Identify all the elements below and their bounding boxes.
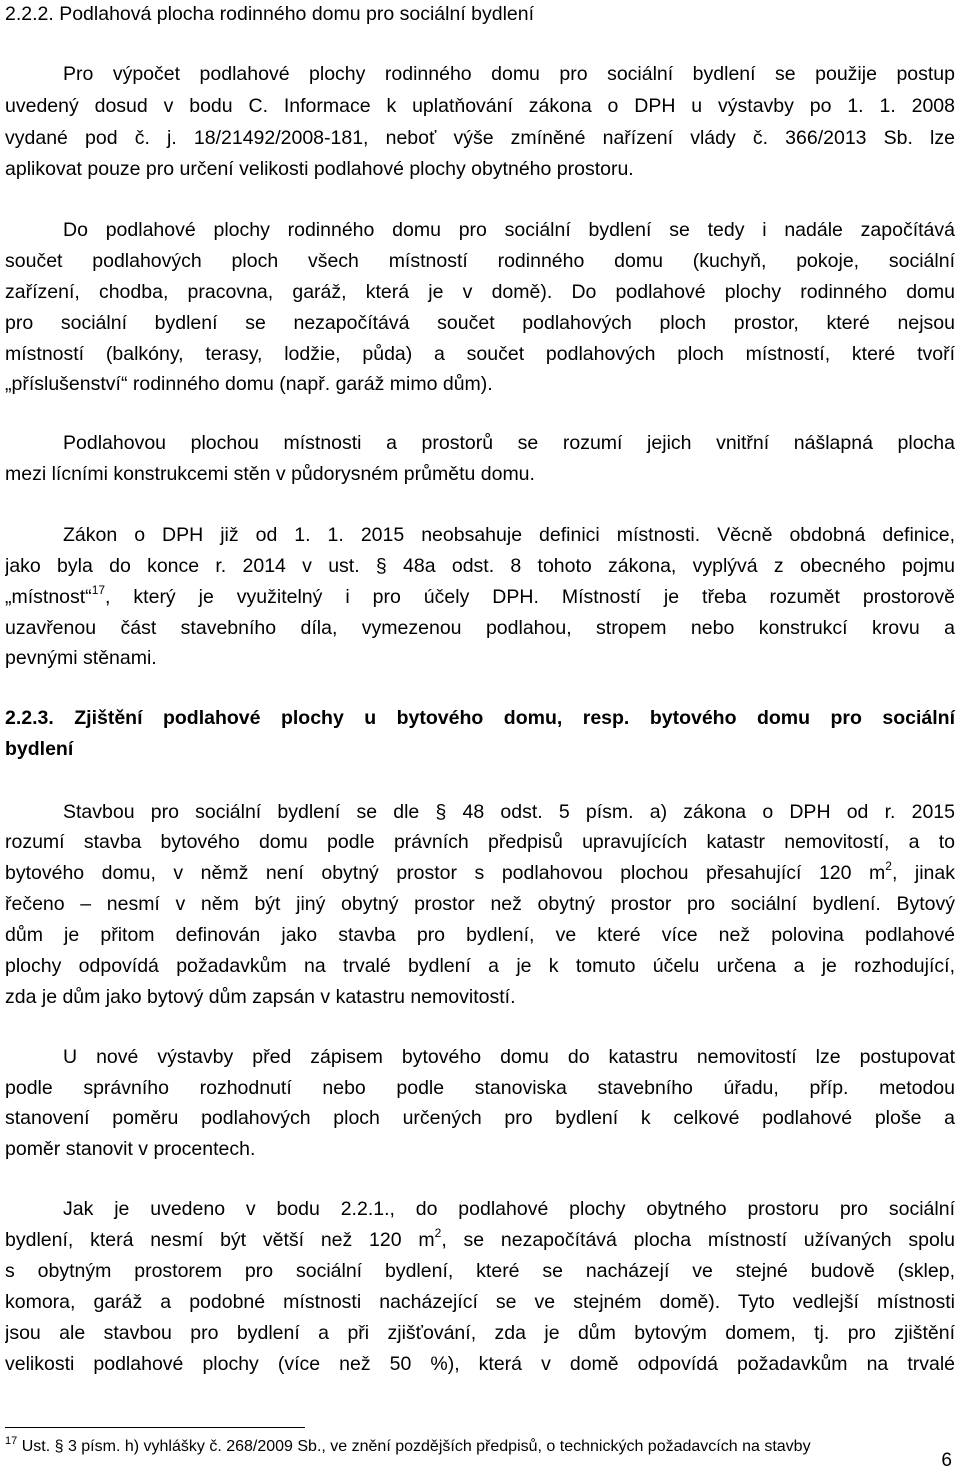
paragraph-line: jsou ale stavbou pro bydlení a při zjišťování, zda je dům bytovým domem, tj. pro zjištění: [5, 1322, 955, 1344]
paragraph-line: aplikovat pouze pro určení velikosti podlahové plochy obytného prostoru.: [5, 158, 634, 180]
footnote-reference[interactable]: 17: [91, 583, 106, 597]
paragraph-line: plochy odpovídá požadavkům na trvalé bydlení a je k tomuto účelu určena a je rozhodující,: [5, 955, 955, 977]
section-heading-2-2-3-cont: bydlení: [5, 738, 74, 760]
paragraph-line: rozumí stavba bytového domu podle právních předpisů upravujících katastr nemovitostí, a to: [5, 831, 955, 853]
term-mistnost: „místnost“: [5, 586, 92, 608]
paragraph-line: s obytným prostorem pro sociální bydlení, které se nacházejí ve stejné budově (sklep,: [5, 1260, 955, 1282]
superscript: 2: [885, 859, 892, 873]
footnote: [5, 1436, 955, 1458]
paragraph-line: poměr stanovit v procentech.: [5, 1138, 256, 1160]
paragraph-line: velikosti podlahové plochy (více než 50 %), která v domě odpovídá požadavkům na trvalé: [5, 1353, 955, 1375]
footnote-mark: 17: [5, 1435, 18, 1447]
paragraph-line: součet podlahových ploch všech místností rodinného domu (kuchyň, pokoje, sociální: [5, 250, 955, 272]
paragraph-line: bytového domu, v němž není obytný prostor s podlahovou plochou přesahující 120 $m^2$, jinak: [5, 859, 955, 884]
section-heading-2-2-2: 2.2.2. Podlahová plocha rodinného domu pro sociální bydlení: [5, 3, 535, 25]
paragraph-line: Pro výpočet podlahové plochy rodinného domu pro sociální bydlení se použije postup: [63, 63, 955, 85]
section-heading-2-2-3: 2.2.3. Zjištění podlahové plochy u bytového domu, resp. bytového domu pro sociální: [5, 707, 955, 729]
paragraph-line: Zákon o DPH již od 1. 1. 2015 neobsahuje definici místnosti. Věcně obdobná definice,: [63, 524, 955, 546]
paragraph-line: zařízení, chodba, pracovna, garáž, která je v domě). Do podlahové plochy rodinného domu: [5, 281, 955, 303]
paragraph-line: pro sociální bydlení se nezapočítává součet podlahových ploch prostor, které nejsou: [5, 312, 955, 334]
paragraph-line: Jak je uvedeno v bodu 2.2.1., do podlahové plochy obytného prostoru pro sociální: [63, 1198, 955, 1220]
paragraph-line: zda je dům jako bytový dům zapsán v katastru nemovitostí.: [5, 986, 516, 1008]
paragraph-line: řečeno – nesmí v něm být jiný obytný prostor než obytný prostor pro sociální bydlení. Bytový: [5, 893, 955, 915]
superscript: 2: [434, 1226, 442, 1240]
footnote-separator: [5, 1427, 305, 1428]
page-number: 6: [941, 1450, 952, 1471]
paragraph-line: mezi lícními konstrukcemi stěn v půdorysném průmětu domu.: [5, 463, 535, 485]
footnote-text: Ust. § 3 písm. h) vyhlášky č. 268/2009 Sb., ve znění pozdějších předpisů, o technických požadavcích na stavby: [21, 1438, 811, 1455]
paragraph-line: jako byla do konce r. 2014 v ust. § 48a odst. 8 tohoto zákona, vyplývá z obecného pojmu: [5, 555, 955, 577]
paragraph-line: pevnými stěnami.: [5, 647, 157, 669]
paragraph-line: podle správního rozhodnutí nebo podle stanoviska stavebního úřadu, příp. metodou: [5, 1077, 955, 1099]
paragraph-line: komora, garáž a podobné místnosti nacházející se ve stejném domě). Tyto vedlejší místnosti: [5, 1291, 955, 1313]
paragraph-line: uzavřenou část stavebního díla, vymezenou podlahou, stropem nebo konstrukcí krovu a: [5, 617, 955, 639]
paragraph-line: „příslušenství“ rodinného domu (např. garáž mimo dům).: [5, 373, 493, 395]
paragraph-line: bydlení, která nesmí být větší než 120 $m^2$, se nezapočítává plocha místností užívaných spolu: [5, 1226, 955, 1251]
paragraph-line: uvedený dosud v bodu C. Informace k uplatňování zákona o DPH u výstavby po 1. 1. 2008: [5, 95, 955, 117]
paragraph-line: dům je přitom definován jako stavba pro bydlení, ve které více než polovina podlahové: [5, 924, 955, 946]
paragraph-line: „místnost“$^{17}$, který je využitelný i pro účely DPH. Místností je třeba rozumět prostorově: [5, 583, 955, 608]
paragraph-line: místností (balkóny, terasy, lodžie, půda) a součet podlahových ploch místností, které tvoří: [5, 343, 955, 365]
paragraph-line: Stavbou pro sociální bydlení se dle § 48 odst. 5 písm. a) zákona o DPH od r. 2015: [63, 801, 955, 823]
paragraph-line: Podlahovou plochou místnosti a prostorů se rozumí jejich vnitřní nášlapná plocha: [63, 432, 955, 454]
paragraph-line: stanovení poměru podlahových ploch určených pro bydlení k celkové podlahové ploše a: [5, 1107, 955, 1129]
paragraph-line: U nové výstavby před zápisem bytového domu do katastru nemovitostí lze postupovat: [63, 1046, 955, 1068]
paragraph-line: Do podlahové plochy rodinného domu pro sociální bydlení se tedy i nadále započítává: [63, 219, 955, 241]
paragraph-line: vydané pod č. j. 18/21492/2008-181, neboť výše zmíněné nařízení vlády č. 366/2013 Sb. lze: [5, 127, 955, 149]
